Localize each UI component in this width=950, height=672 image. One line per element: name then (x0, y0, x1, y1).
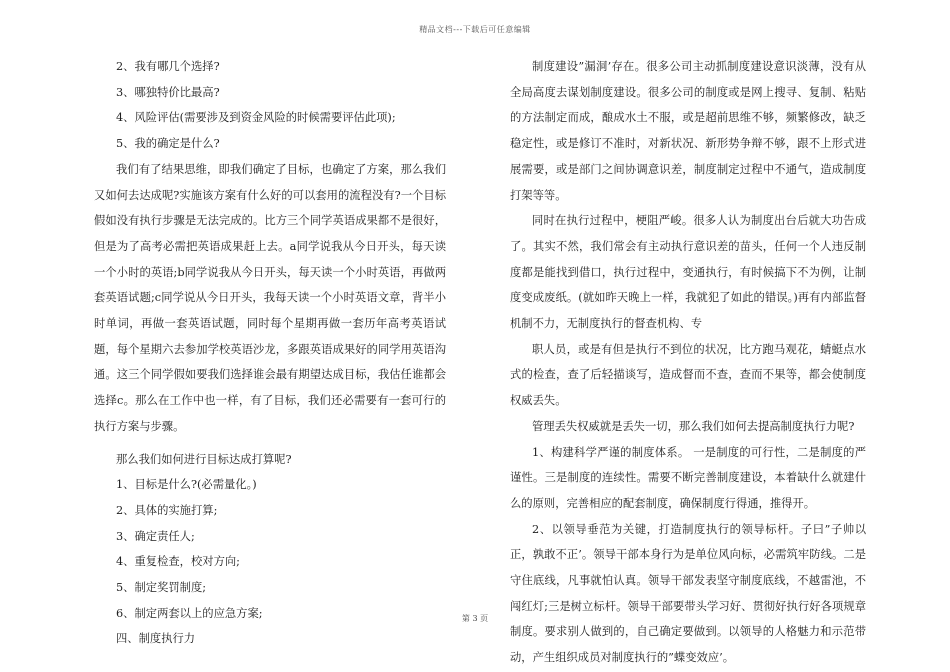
paragraph: 3、哪独特价比最高? (116, 85, 220, 99)
paragraph: 5、我的确定是什么? (116, 137, 220, 151)
list-item: 1、目标是什么?(必需量化。) (116, 478, 257, 492)
paragraph: 2、以领导垂范为关键，打造制度执行的领导标杆。子曰”子帅以正，孰敢不正’。领导干部本身行为是单位风向标，必需筑牢防线。二是守住底线，凡事就怕认真。领导干部发表坚守制度底线，不越雷池，不闯红灯;三是树立标杆。领导干部要带头学习好、贯彻好执行好各项规章制度。要求别人做到的，自己确定要做到。以领导的人格魅力和示范带动，产生组织成员对制度执行的”蝶变效应’。 (510, 522, 866, 665)
paragraph: 制度建设”漏洞’存在。很多公司主动抓制度建设意识淡薄，没有从全局高度去谋划制度建设。很多公司的制度或是网上搜寻、复制、粘贴的方法制定而成，酿成水土不服，或是超前思维不够，频繁修改，缺乏稳定性，或是修订不准时，对新状况、新形势争辩不够，跟不上形式进展需要，或是部门之间协调意识差，制度制定过程中不通气，造成制度打架等等。 (510, 60, 866, 202)
paragraph: 那么我们如何进行目标达成打算呢? (116, 452, 292, 466)
page-header: 精品文档---下载后可任意编辑 (419, 25, 531, 34)
list-item: 2、具体的实施打算; (116, 503, 218, 517)
list-item: 3、确定责任人; (116, 529, 195, 543)
paragraph: 职人员，或是有但是执行不到位的状况，比方跑马观花，蜻蜓点水式的检查，查了后轻描谈写，造成督而不查，查而不果等，都会使制度权威丢失。 (510, 342, 866, 408)
paragraph: 2、我有哪几个选择? (116, 60, 220, 73)
paragraph: 同时在执行过程中，梗阻严峻。很多人认为制度出台后就大功告成了。其实不然，我们常会有主动执行意识差的苗头，任何一个人违反制度都是能找到借口，执行过程中，变通执行，有时候搞下不为例，让制度变成废纸。(就如昨天晚上一样，我就犯了如此的错误。)再有内部监督机制不力，无制度执行的督查机构、专 (510, 214, 866, 331)
left-column (94, 54, 446, 652)
right-column (510, 54, 866, 671)
section-heading: 四、制度执行力 (116, 632, 196, 646)
paragraph: 管理丢失权威就是丢失一切，那么我们如何去提高制度执行力呢? (532, 419, 855, 433)
page-number: 第 3 页 (461, 614, 489, 623)
paragraph: 1、构建科学严谨的制度体系。 一是制度的可行性，二是制度的严谨性。三是制度的连续性。需要不断完善制度建设，本着缺什么就建什么的原则，完善相应的配套制度，确保制度行得通，推得开。 (510, 445, 866, 510)
list-item: 6、制定两套以上的应急方案; (116, 606, 263, 620)
paragraph: 4、风险评估(需要涉及到资金风险的时候需要评估此项); (116, 111, 396, 125)
list-item: 4、重复检查，校对方向; (116, 555, 240, 569)
paragraph: 我们有了结果思维，即我们确定了目标，也确定了方案，那么我们又如何去达成呢?实施该方案有什么好的可以套用的流程没有?一个目标假如没有执行步骤是无法完成的。比方三个同学英语成果都不是很好，但是为了高考必需把英语成果赶上去。a同学说我从今日开头，每天读一个小时的英语;b同学说我从今日开头，每天读一个小时英语，再做两套英语试题;c同学说从今日开头，我每天读一个小时英语文章，背半小时单词，再做一套英语试题，同时每个星期再做一套历年高考英语试题，每个星期六去参加学校英语沙龙，多跟英语成果好的同学用英语沟通。这三个同学假如要我们选择谁会最有期望达成目标，我估任谁都会选择c。那么在工作中也一样，有了目标，我们还必需要有一套可行的执行方案与步骤。 (94, 162, 446, 433)
list-item: 5、制定奖罚制度; (116, 581, 207, 595)
